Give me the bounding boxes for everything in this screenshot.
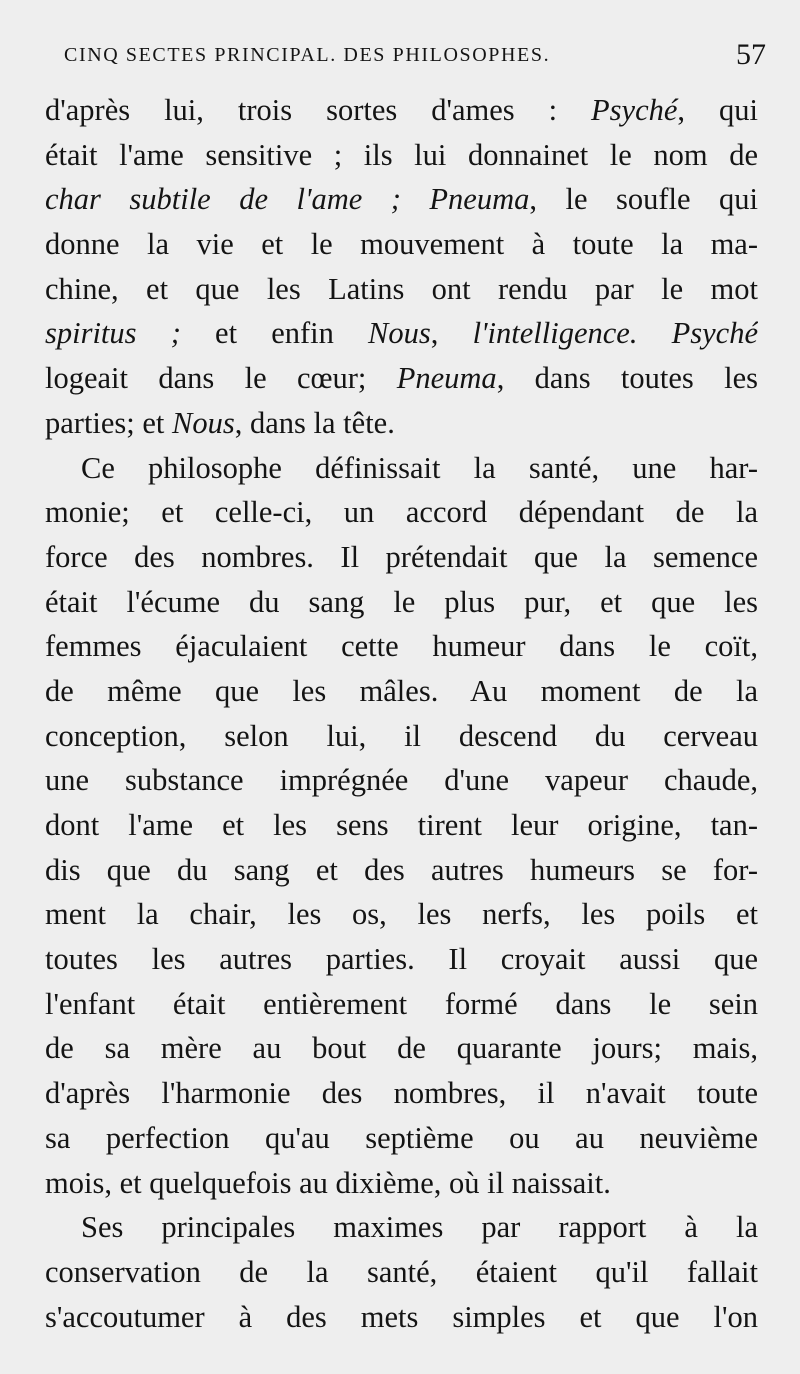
text-segment: , dans la tête. (234, 405, 395, 440)
text-segment: une substance imprégnée d'une vapeur chaude, (45, 763, 758, 798)
text-line (45, 311, 758, 356)
text-segment: chine, et que les Latins ont rendu par le mot (45, 271, 758, 306)
italic-text-segment: spiritus ; (45, 316, 181, 351)
text-line (45, 133, 758, 178)
text-line (45, 88, 758, 133)
text-segment: d'après l'harmonie des nombres, il n'avait toute (45, 1076, 758, 1111)
text-segment: de sa mère au bout de quarante jours; mais, (45, 1031, 758, 1066)
text-segment: parties; et (45, 405, 173, 440)
text-segment: toutes les autres parties. Il croyait aussi que (45, 942, 758, 977)
text-segment: mois, et quelquefois au dixième, où il naissait. (45, 1165, 611, 1200)
text-line (45, 1250, 758, 1295)
page-number: 57 (736, 38, 766, 71)
text-segment: conception, selon lui, il descend du cerveau (45, 718, 758, 753)
text-line (45, 222, 758, 267)
text-segment: et enfin (180, 316, 369, 351)
italic-text-segment: l'intelligence. Psyché (472, 316, 758, 351)
text-line (45, 937, 758, 982)
text-line (45, 758, 758, 803)
text-line (45, 1295, 758, 1340)
text-line (45, 535, 758, 580)
page-header (64, 38, 766, 82)
text-segment: donne la vie et le mouvement à toute la ma- (45, 227, 758, 262)
text-segment: l'enfant était entièrement formé dans le sein (45, 986, 758, 1021)
text-line (45, 356, 758, 401)
text-line (45, 1205, 758, 1250)
text-line (45, 1116, 758, 1161)
text-segment: , qui (677, 93, 758, 127)
text-segment: ment la chair, les os, les nerfs, les poils et (45, 897, 758, 932)
text-line (45, 982, 758, 1027)
text-line (45, 669, 758, 714)
text-line (45, 1026, 758, 1071)
text-line (45, 446, 758, 491)
text-segment: était l'écume du sang le plus pur, et que les (45, 584, 758, 619)
text-segment: sa perfection qu'au septième ou au neuvième (45, 1120, 758, 1155)
italic-text-segment: Pneuma (396, 361, 497, 396)
body-text (45, 88, 758, 1339)
text-segment: conservation de la santé, étaient qu'il fallait (45, 1254, 758, 1289)
text-line (45, 1071, 758, 1116)
running-head: CINQ SECTES PRINCIPAL. DES PHILOSOPHES. (64, 44, 551, 66)
text-line (45, 624, 758, 669)
italic-text-segment: Nous (172, 405, 235, 440)
text-line (45, 401, 758, 446)
text-segment: , dans toutes les (496, 361, 758, 396)
text-segment: force des nombres. Il prétendait que la semence (45, 539, 758, 574)
text-segment: d'après lui, trois sortes d'ames : (45, 93, 592, 127)
text-segment: Ce philosophe définissait la santé, une har- (81, 450, 758, 485)
text-segment: de même que les mâles. Au moment de la (45, 673, 758, 708)
text-line (45, 848, 758, 893)
text-line (45, 714, 758, 759)
text-segment: s'accoutumer à des mets simples et que l'on (45, 1299, 758, 1334)
text-line (45, 177, 758, 222)
text-line (45, 803, 758, 848)
text-segment: , (430, 316, 473, 351)
text-line (45, 490, 758, 535)
text-segment: Ses principales maximes par rapport à la (81, 1210, 758, 1245)
italic-text-segment: Psyché (591, 93, 678, 127)
text-line (45, 580, 758, 625)
italic-text-segment: Nous (368, 316, 431, 351)
text-line (45, 267, 758, 312)
text-segment: était l'ame sensitive ; ils lui donnainet le nom de (45, 137, 758, 172)
text-segment: dis que du sang et des autres humeurs se for- (45, 852, 758, 887)
text-segment: , le soufle qui (529, 182, 758, 217)
italic-text-segment: char subtile de l'ame ; Pneuma (45, 182, 530, 217)
text-segment: dont l'ame et les sens tirent leur origine, tan- (45, 808, 758, 842)
text-line (45, 1161, 758, 1206)
text-segment: logeait dans le cœur; (45, 361, 397, 396)
text-segment: monie; et celle-ci, un accord dépendant de la (45, 495, 758, 530)
text-segment: femmes éjaculaient cette humeur dans le coït, (45, 629, 758, 664)
text-line (45, 892, 758, 937)
